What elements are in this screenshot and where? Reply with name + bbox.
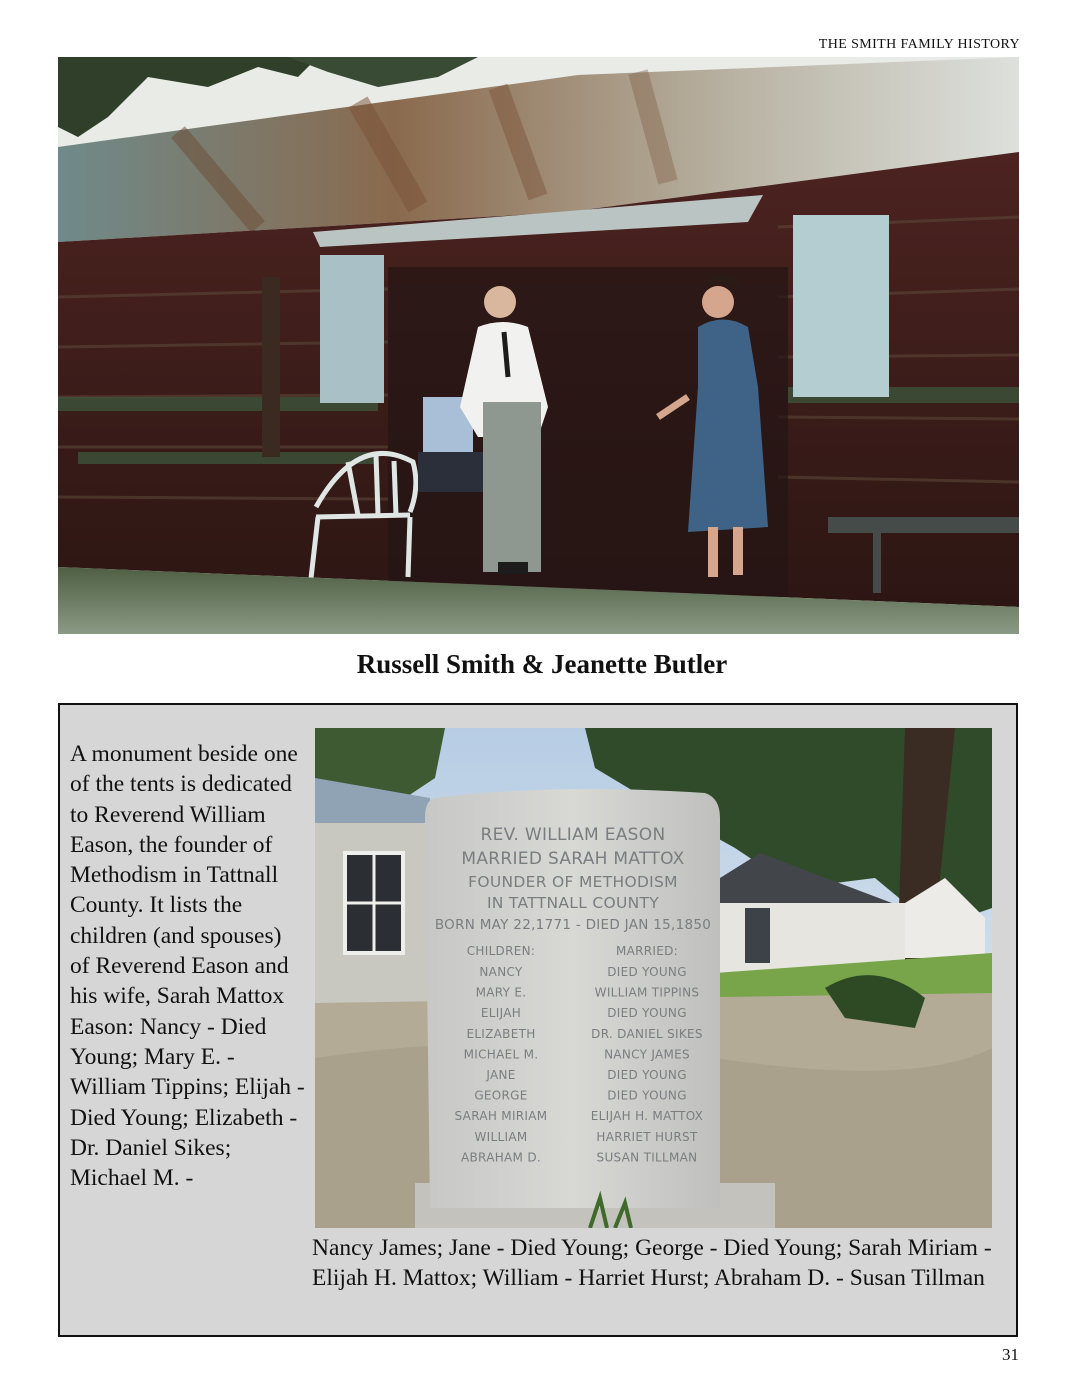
inscription-spouse: HARRIET HURST xyxy=(596,1129,698,1144)
inscription-children-header: CHILDREN: xyxy=(466,944,536,958)
monument-panel xyxy=(58,703,1018,1337)
inscription-line2: MARRIED SARAH MATTOX xyxy=(461,849,685,869)
inscription-married-header: MARRIED: xyxy=(615,944,679,958)
inscription-spouse: DIED YOUNG xyxy=(607,965,687,979)
inscription-spouse: ELIJAH H. MATTOX xyxy=(590,1109,704,1124)
inscription-child: MARY E. xyxy=(475,985,527,1000)
inscription-spouse: DR. DANIEL SIKES xyxy=(591,1026,703,1041)
inscription-spouse: WILLIAM TIPPINS xyxy=(594,985,700,1000)
inscription-line5: BORN MAY 22,1771 - DIED JAN 15,1850 xyxy=(434,917,712,933)
inscription-line1: REV. WILLIAM EASON xyxy=(480,825,666,845)
inscription-spouse: DIED YOUNG xyxy=(607,1088,687,1103)
inscription-spouse: DIED YOUNG xyxy=(607,1006,687,1021)
inscription-spouse: NANCY JAMES xyxy=(604,1047,690,1062)
inscription-child: WILLIAM xyxy=(474,1129,528,1144)
inscription-child: SARAH MIRIAM xyxy=(454,1109,548,1124)
inscription-line3: FOUNDER OF METHODISM xyxy=(468,873,678,891)
monument-description-continued: Nancy James; Jane - Died Young; George - Died Young; Sarah Miriam - Elijah H. Mattox; William - Harriet Hurst; Abraham D. - Susan Tillman xyxy=(312,1235,992,1292)
running-head: THE SMITH FAMILY HISTORY xyxy=(818,37,1020,52)
monument-photo xyxy=(315,728,992,1228)
family-photo xyxy=(58,57,1019,634)
inscription-child: NANCY xyxy=(479,965,523,979)
monument-description: A monument beside one of the tents is dedicated to Reverend William Eason, the founder of Methodism in Tattnall County. It lists the children (and spouses) of Reverend Eason and his wife, Sarah Mattox Eason: Nancy - Died Young; Mary E. - William Tippins; Elijah - Died Young; Elizabeth - Dr. Daniel Sikes; Michael M. - xyxy=(70,741,305,1192)
inscription-child: JANE xyxy=(486,1068,516,1082)
page-number: 31 xyxy=(1002,1345,1019,1364)
inscription-child: ELIJAH xyxy=(480,1006,522,1021)
photo-caption: Russell Smith & Jeanette Butler xyxy=(356,649,728,679)
inscription-child: GEORGE xyxy=(474,1088,528,1103)
inscription-line4: IN TATTNALL COUNTY xyxy=(486,894,660,912)
inscription-spouse: DIED YOUNG xyxy=(607,1068,687,1082)
inscription-child: ABRAHAM D. xyxy=(461,1150,541,1165)
inscription-child: MICHAEL M. xyxy=(463,1047,539,1062)
inscription-spouse: SUSAN TILLMAN xyxy=(596,1150,698,1165)
inscription-child: ELIZABETH xyxy=(466,1026,536,1041)
